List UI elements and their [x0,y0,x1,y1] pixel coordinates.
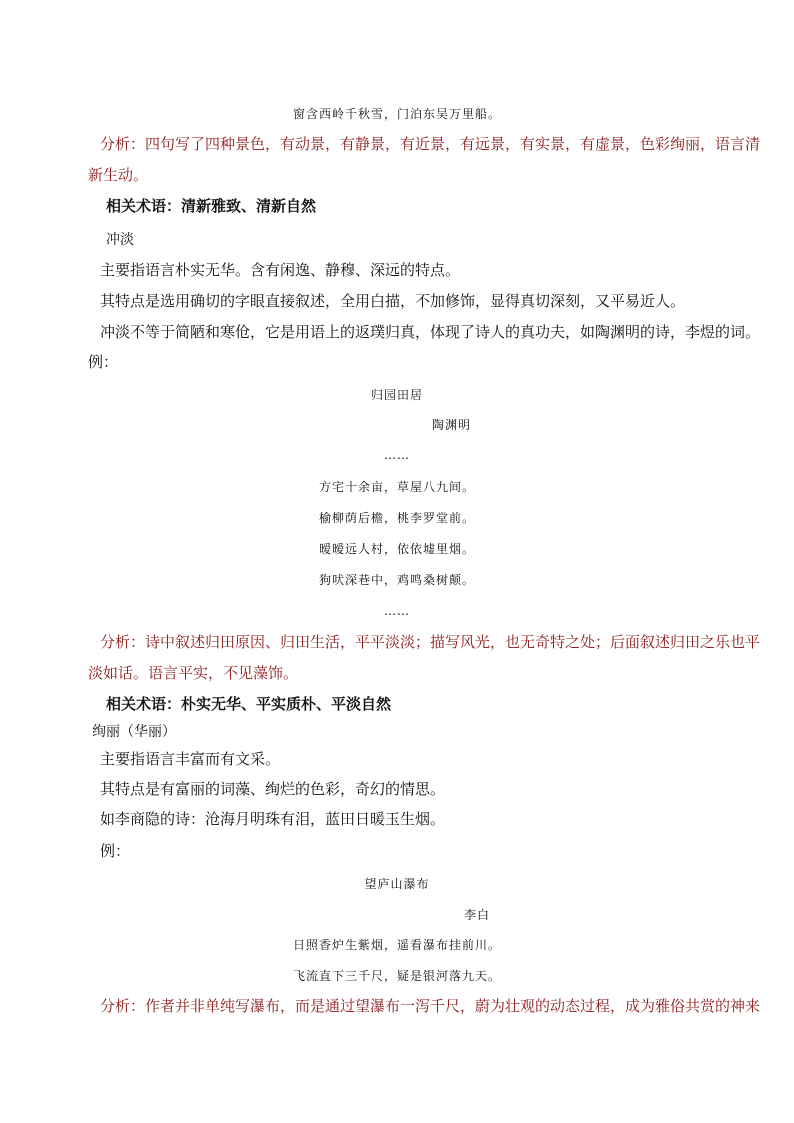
paragraph: 如李商隐的诗：沧海月明珠有泪，蓝田日暖玉生烟。 [100,810,446,828]
paragraph: 主要指语言丰富而有文采。 [100,750,281,768]
poem-title: 归园田居 [370,388,423,402]
analysis-text: 分析：作者并非单纯写瀑布，而是通过望瀑布一泻千尺，蔚为壮观的动态过程，成为雅俗共赏的神来 [100,997,761,1015]
poem-line: 日照香炉生紫烟，遥看瀑布挂前川。 [292,938,501,952]
poem-line: 飞流直下三千尺，疑是银河落九天。 [292,969,501,983]
section-heading: 冲淡 [106,232,134,248]
poem-title: 望庐山瀑布 [364,877,430,891]
paragraph: 其特点是选用确切的字眼直接叙述，全用白描，不加修饰，显得真切深刻，又平易近人。 [100,292,686,310]
analysis-text: 分析：诗中叙述归田原因、归田生活，平平淡淡；描写风光，也无奇特之处；后面叙述归田之乐也平 [100,633,761,651]
analysis-text: 新生动。 [88,166,149,184]
poem-author: 陶渊明 [432,418,472,432]
paragraph: 例： [88,353,119,371]
related-terms: 相关术语：清新雅致、清新自然 [106,197,317,215]
analysis-text: 淡如话。语言平实，不见藻饰。 [88,664,299,682]
paragraph: 冲淡不等于简陋和寒伧，它是用语上的返璞归真，体现了诗人的真功夫，如陶渊明的诗，李煜的词。 [100,323,761,341]
poem-line: 窗含西岭千秋雪，门泊东吴万里船。 [292,107,501,121]
analysis-text: 分析：四句写了四种景色，有动景，有静景，有近景，有远景，有实景，有虚景，色彩绚丽，语言清 [100,135,761,153]
poem-ellipsis: …… [384,604,410,618]
related-terms: 相关术语：朴实无华、平实质朴、平淡自然 [106,695,392,713]
poem-line: 方宅十余亩，草屋八九间。 [318,480,475,494]
paragraph: 例： [100,842,131,860]
poem-author: 李白 [464,908,491,922]
poem-line: 暧暧远人村，依依墟里烟。 [318,542,475,556]
paragraph: 主要指语言朴实无华。含有闲逸、静穆、深远的特点。 [100,261,461,279]
paragraph: 其特点是有富丽的词藻、绚烂的色彩，奇幻的情思。 [100,780,446,798]
poem-line: 狗吠深巷中，鸡鸣桑树颠。 [318,573,475,587]
poem-ellipsis: …… [384,448,410,462]
poem-line: 榆柳荫后檐，桃李罗堂前。 [318,511,475,525]
section-heading: 绚丽（华丽） [92,724,176,740]
